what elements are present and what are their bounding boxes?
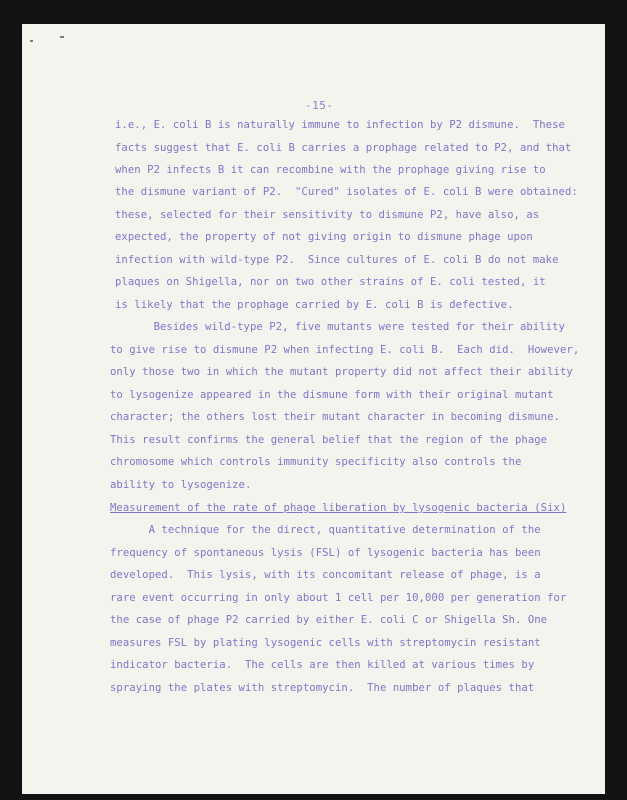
text-line: indicator bacteria. The cells are then killed at various times by (110, 659, 535, 671)
text-line: frequency of spontaneous lysis (FSL) of lysogenic bacteria has been (110, 547, 541, 559)
text-line: measures FSL by plating lysogenic cells with streptomycin resistant (110, 637, 541, 649)
scan-speck (30, 40, 33, 42)
text-line: ability to lysogenize. (110, 479, 252, 491)
text-line: A technique for the direct, quantitative determination of the (110, 524, 541, 536)
text-line: spraying the plates with streptomycin. The number of plaques that (110, 682, 535, 694)
text-line: only those two in which the mutant property did not affect their ability (110, 366, 573, 378)
text-line: facts suggest that E. coli B carries a prophage related to P2, and that (115, 142, 572, 154)
text-line: i.e., E. coli B is naturally immune to infection by P2 dismune. These (115, 119, 565, 131)
document-page (22, 24, 605, 794)
text-line: the dismune variant of P2. "Cured" isolates of E. coli B were obtained: (115, 186, 578, 198)
text-line: chromosome which controls immunity specificity also controls the (110, 456, 522, 468)
text-line: to lysogenize appeared in the dismune form with their original mutant (110, 389, 554, 401)
text-line: This result confirms the general belief that the region of the phage (110, 434, 548, 446)
text-line: developed. This lysis, with its concomitant release of phage, is a (110, 569, 541, 581)
page-number: -15- (305, 99, 334, 112)
section-heading: Measurement of the rate of phage liberation by lysogenic bacteria (Six) (110, 502, 567, 514)
text-line: these, selected for their sensitivity to dismune P2, have also, as (115, 209, 540, 221)
text-line: rare event occurring in only about 1 cell per 10,000 per generation for (110, 592, 567, 604)
text-line: the case of phage P2 carried by either E. coli C or Shigella Sh. One (110, 614, 548, 626)
text-line: to give rise to dismune P2 when infecting E. coli B. Each did. However, (110, 344, 580, 356)
text-line: when P2 infects B it can recombine with the prophage giving rise to (115, 164, 546, 176)
scan-speck (60, 36, 64, 38)
text-line: is likely that the prophage carried by E. coli B is defective. (115, 299, 514, 311)
text-line: plaques on Shigella, nor on two other strains of E. coli tested, it (115, 276, 546, 288)
text-line: Besides wild-type P2, five mutants were tested for their ability (115, 321, 565, 333)
text-line: infection with wild-type P2. Since cultures of E. coli B do not make (115, 254, 559, 266)
text-line: character; the others lost their mutant character in becoming dismune. (110, 411, 560, 423)
text-line: expected, the property of not giving origin to dismune phage upon (115, 231, 533, 243)
